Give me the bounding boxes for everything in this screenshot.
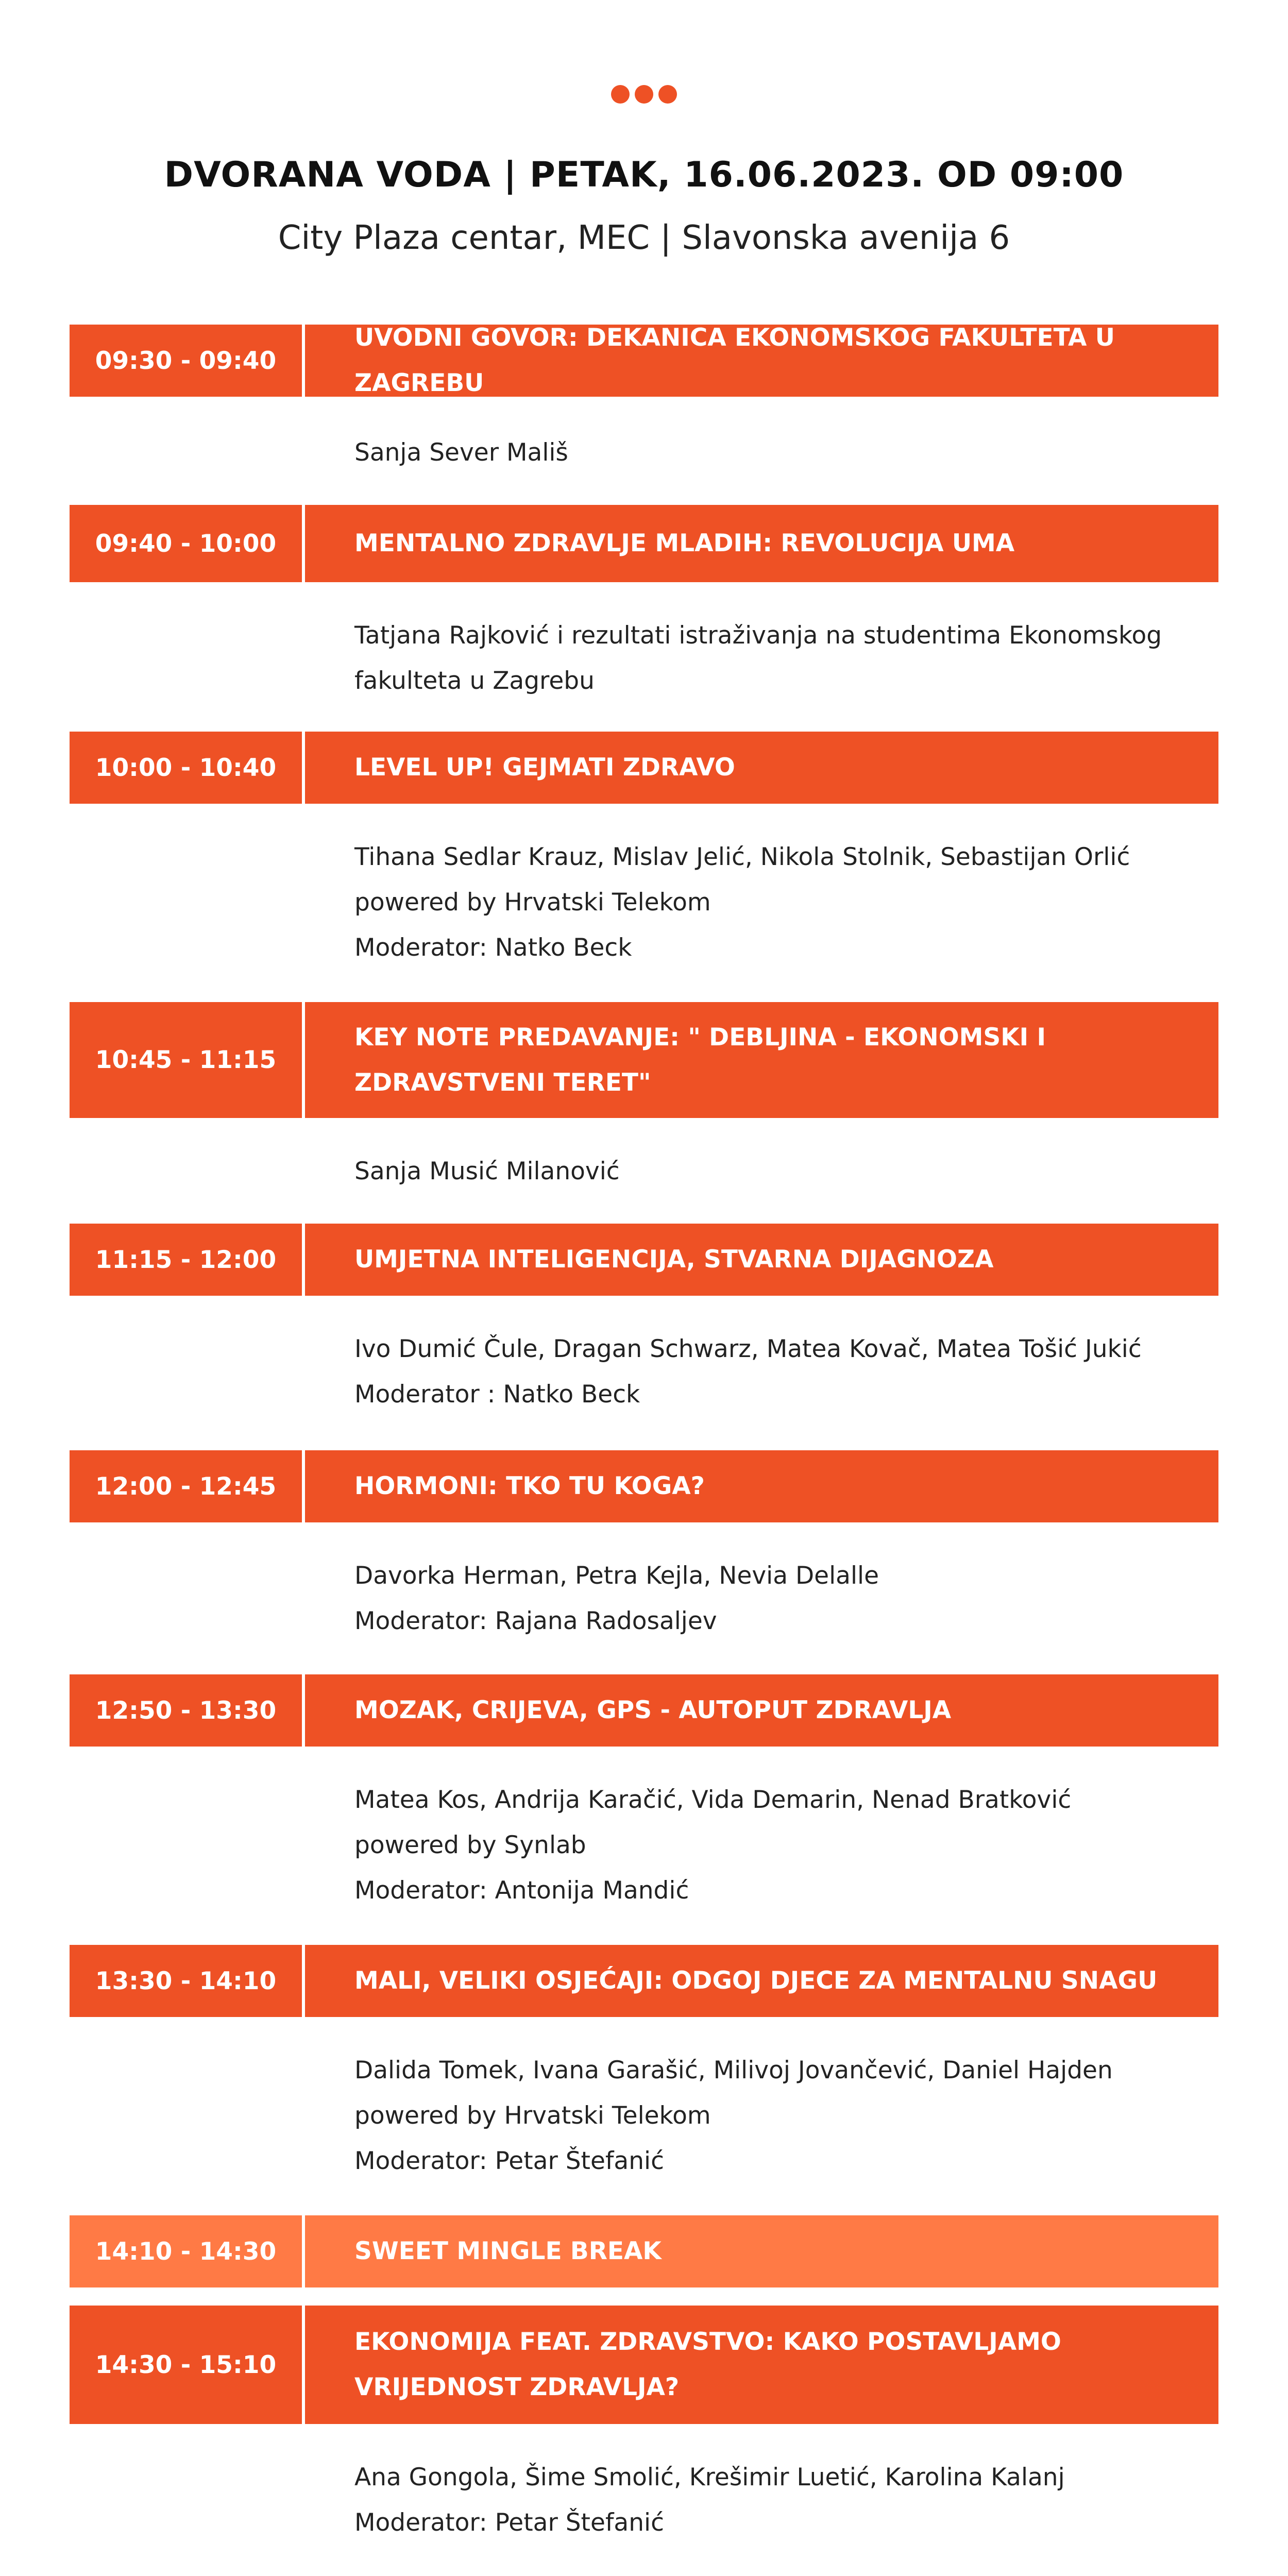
session-title: UMJETNA INTELIGENCIJA, STVARNA DIJAGNOZA — [354, 1245, 994, 1274]
session-detail-line: Moderator: Petar Štefanić — [354, 2147, 664, 2175]
dot-icon — [658, 85, 677, 104]
session-time: 09:40 - 10:00 — [95, 529, 277, 558]
session-time: 11:15 - 12:00 — [95, 1245, 277, 1274]
session-title: KEY NOTE PREDAVANJE: " DEBLJINA - EKONOMSKI I ZDRAVSTVENI TERET" — [354, 1023, 1046, 1097]
session-title: LEVEL UP! GEJMATI ZDRAVO — [354, 753, 735, 782]
session-details — [354, 1553, 1205, 1644]
session-time: 14:30 - 15:10 — [95, 2350, 277, 2379]
session-detail-line: Tihana Sedlar Krauz, Mislav Jelić, Nikola Stolnik, Sebastijan Orlić — [354, 843, 1130, 871]
session-details — [354, 1327, 1205, 1417]
session-title: MALI, VELIKI OSJEĆAJI: ODGOJ DJECE ZA MENTALNU SNAGU — [354, 1967, 1158, 1995]
session-details — [354, 2455, 1205, 2546]
session-detail-line: powered by Hrvatski Telekom — [354, 2102, 711, 2130]
session-header — [70, 1224, 1218, 1296]
dot-icon — [611, 85, 630, 104]
session-detail-line: Dalida Tomek, Ivana Garašić, Milivoj Jovančević, Daniel Hajden — [354, 2056, 1113, 2084]
divider — [302, 1450, 305, 1522]
divider — [302, 1945, 305, 2017]
decorative-dots — [0, 85, 1288, 106]
session-detail-line: Moderator: Natko Beck — [354, 934, 632, 962]
session-time: 10:00 - 10:40 — [95, 753, 277, 782]
break-header — [70, 2215, 1218, 2287]
session-title: EKONOMIJA FEAT. ZDRAVSTVO: KAKO POSTAVLJAMO VRIJEDNOST ZDRAVLJA? — [354, 2328, 1061, 2401]
session-details — [354, 1777, 1205, 1913]
session-title: MENTALNO ZDRAVLJE MLADIH: REVOLUCIJA UMA — [354, 529, 1015, 557]
session-time: 12:50 - 13:30 — [95, 1696, 277, 1725]
session-detail-line: Moderator: Petar Štefanić — [354, 2509, 664, 2537]
session-detail-line: powered by Hrvatski Telekom — [354, 888, 711, 917]
session-detail-line: Ivo Dumić Čule, Dragan Schwarz, Matea Kovač, Matea Tošić Jukić — [354, 1335, 1142, 1363]
session-detail-line: Moderator: Rajana Radosaljev — [354, 1607, 717, 1635]
divider — [302, 505, 305, 582]
session-title: SWEET MINGLE BREAK — [354, 2237, 662, 2265]
divider — [302, 2306, 305, 2424]
session-detail-line: Ana Gongola, Šime Smolić, Krešimir Luetić, Karolina Kalanj — [354, 2463, 1065, 2492]
session-time: 13:30 - 14:10 — [95, 1967, 277, 1995]
session-detail-line: fakulteta u Zagrebu — [354, 667, 595, 695]
session-header — [70, 732, 1218, 804]
session-header — [70, 1450, 1218, 1522]
divider — [302, 732, 305, 804]
session-header — [70, 2306, 1218, 2424]
session-detail-line: Sanja Musić Milanović — [354, 1157, 620, 1185]
session-time: 09:30 - 09:40 — [95, 346, 277, 375]
divider — [302, 1674, 305, 1747]
dot-icon — [635, 85, 653, 104]
session-time: 14:10 - 14:30 — [95, 2237, 277, 2266]
session-header — [70, 1945, 1218, 2017]
session-detail-line: powered by Synlab — [354, 1831, 586, 1859]
session-detail-line: Moderator : Natko Beck — [354, 1380, 640, 1409]
divider — [302, 325, 305, 397]
session-detail-line: Sanja Sever Mališ — [354, 438, 568, 467]
session-title: HORMONI: TKO TU KOGA? — [354, 1472, 705, 1500]
session-details — [354, 430, 1205, 476]
session-header — [70, 325, 1218, 397]
session-time: 10:45 - 11:15 — [95, 1046, 277, 1074]
session-detail-line: Tatjana Rajković i rezultati istraživanja na studentima Ekonomskog — [354, 621, 1162, 650]
divider — [302, 2215, 305, 2287]
session-detail-line: Matea Kos, Andrija Karačić, Vida Demarin, Nenad Bratković — [354, 1786, 1072, 1814]
venue-title: DVORANA VODA | PETAK, 16.06.2023. OD 09:00 — [164, 155, 1124, 195]
session-details — [354, 835, 1205, 971]
session-title: MOZAK, CRIJEVA, GPS - AUTOPUT ZDRAVLJA — [354, 1696, 952, 1724]
session-detail-line: Davorka Herman, Petra Kejla, Nevia Delalle — [354, 1562, 879, 1590]
session-details — [354, 613, 1205, 704]
session-header — [70, 1002, 1218, 1118]
session-time: 12:00 - 12:45 — [95, 1472, 277, 1501]
session-details — [354, 2048, 1205, 2184]
session-details — [354, 1149, 1205, 1194]
session-header — [70, 1674, 1218, 1747]
divider — [302, 1002, 305, 1118]
venue-address: City Plaza centar, MEC | Slavonska avenija 6 — [278, 219, 1010, 257]
session-detail-line: Moderator: Antonija Mandić — [354, 1876, 689, 1905]
session-title: UVODNI GOVOR: DEKANICA EKONOMSKOG FAKULTETA U ZAGREBU — [354, 324, 1115, 397]
divider — [302, 1224, 305, 1296]
session-header — [70, 505, 1218, 582]
